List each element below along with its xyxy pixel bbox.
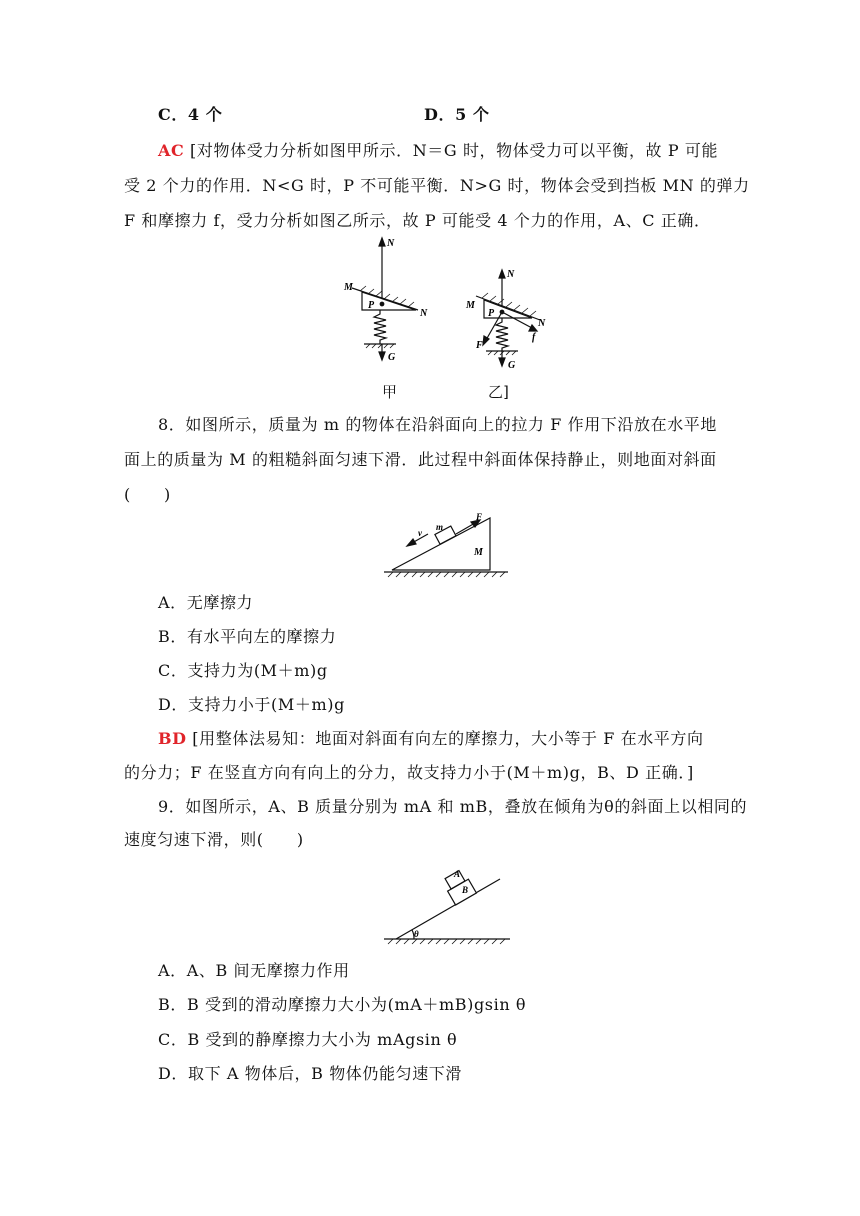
- q7-figure: [330, 232, 570, 382]
- yi-label-f-big: F: [476, 340, 483, 351]
- q7-answer-key: AC: [158, 141, 185, 160]
- q9-option-c: C．B 受到的静摩擦力大小为 mAgsin θ: [158, 1030, 458, 1049]
- q9-label-theta: θ: [414, 929, 419, 939]
- q8-option-c: C．支持力为(M＋m)g: [158, 661, 328, 680]
- jia-label-m: M: [344, 282, 353, 293]
- q8-line3: ( ): [124, 485, 171, 504]
- jia-label-p: P: [368, 300, 375, 311]
- q7-answer-line3: F 和摩擦力 f，受力分析如图乙所示，故 P 可能受 4 个力的作用，A、C 正确．: [124, 211, 711, 230]
- q7-answer-line2: 受 2 个力的作用．N<G 时，P 不可能平衡．N>G 时，物体会受到挡板 MN 的弹力: [124, 176, 750, 195]
- q9-label-a: A: [454, 869, 461, 879]
- q8-answer-text1: [用整体法易知：地面对斜面有向左的摩擦力，大小等于 F 在水平方向: [186, 729, 704, 748]
- q8-label-v: v: [418, 528, 422, 538]
- q8-option-a: A．无摩擦力: [158, 593, 254, 612]
- q8-option-b: B．有水平向左的摩擦力: [158, 627, 337, 646]
- q7-option-c: C．4 个: [158, 105, 223, 124]
- q8-label-big-m: M: [474, 547, 483, 558]
- q7-answer-text1: [对物体受力分析如图甲所示．N＝G 时，物体受力可以平衡，故 P 可能: [184, 141, 719, 160]
- q8-label-m: m: [436, 522, 444, 532]
- fig7-caption-right: 乙]: [488, 383, 509, 401]
- figure-jia: [352, 238, 418, 360]
- yi-label-g: G: [508, 360, 516, 371]
- q8-label-f: F: [476, 512, 483, 522]
- q9-option-d: D．取下 A 物体后，B 物体仍能匀速下滑: [158, 1064, 462, 1083]
- q9-option-a: A．A、B 间无摩擦力作用: [158, 961, 350, 980]
- jia-label-n: N: [387, 238, 395, 249]
- q8-figure: [380, 508, 515, 584]
- q8-option-d: D．支持力小于(M＋m)g: [158, 695, 345, 714]
- q8-answer-line1: [158, 728, 704, 750]
- q8-answer-line2: 的分力；F 在竖直方向有向上的分力，故支持力小于(M＋m)g，B、D 正确．]: [124, 763, 694, 782]
- yi-label-f-small: f: [532, 332, 536, 343]
- yi-label-n: N: [507, 269, 515, 280]
- q9-option-b: B．B 受到的滑动摩擦力大小为(mA＋mB)gsin θ: [158, 995, 527, 1014]
- yi-label-p: P: [488, 308, 495, 319]
- jia-label-n2: N: [420, 308, 428, 319]
- q9-line1: 9．如图所示，A、B 质量分别为 mA 和 mB，叠放在倾角为θ的斜面上以相同的: [158, 797, 748, 816]
- q9-figure: [380, 855, 515, 947]
- q9-label-b: B: [462, 885, 469, 895]
- yi-label-m: M: [466, 300, 475, 311]
- q8-line1: 8．如图所示，质量为 m 的物体在沿斜面向上的拉力 F 作用下沿放在水平地: [158, 415, 717, 434]
- jia-label-g: G: [388, 352, 396, 363]
- q9-line2: 速度匀速下滑，则( ): [124, 830, 304, 849]
- q8-answer-key: BD: [158, 729, 187, 748]
- q7-answer-line1: [158, 140, 718, 162]
- q8-line2: 面上的质量为 M 的粗糙斜面匀速下滑．此过程中斜面体保持静止，则地面对斜面: [124, 450, 717, 469]
- yi-label-n2: N: [538, 318, 546, 329]
- fig7-caption-left: 甲: [382, 383, 398, 401]
- figure-yi: [476, 270, 540, 366]
- q7-option-d: D．5 个: [424, 105, 490, 124]
